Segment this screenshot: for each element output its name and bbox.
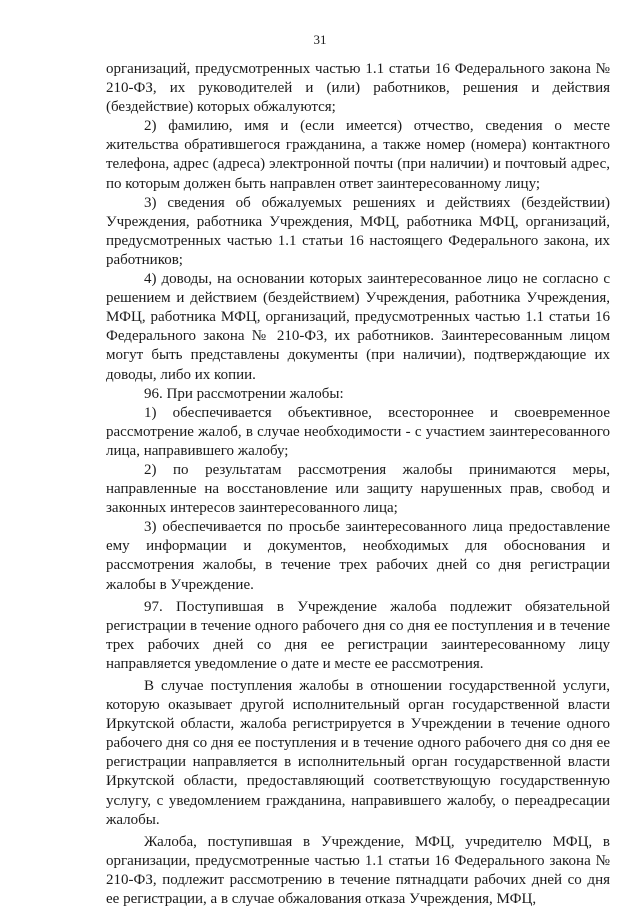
paragraph-item-2: 2) фамилию, имя и (если имеется) отчество, сведения о месте жительства обратившегося гражданина, а также номер (номера) контактного телефона, адрес (адреса) электронной почты (при наличии) и почтовый адрес, по которым должен быть направлен ответ заинтересованному лицу; (106, 118, 610, 192)
paragraph-review-term: Жалоба, поступившая в Учреждение, МФЦ, учредителю МФЦ, в организации, предусмотренные частью 1.1 статьи 16 Федерального закона № 210-ФЗ, подлежит рассмотрению в течение пятнадцати рабочих дней со дня ее регистрации, а в случае обжалования отказа Учреждения, МФЦ, (106, 833, 610, 908)
paragraph-96-item-3: 3) обеспечивается по просьбе заинтересованного лица предоставление ему информации и документов, необходимых для обоснования и рассмотрения жалобы, в течение трех рабочих дней со дня регистрации жалобы в Учреждение. (106, 519, 610, 593)
paragraph-section-97: 97. Поступившая в Учреждение жалоба подлежит обязательной регистрации в течение одного рабочего дня со дня ее поступления и в течение трех рабочих дней со дня ее регистрации заинтересованному лицу направляется уведомление о дате и месте ее рассмотрения. (106, 598, 610, 672)
document-body (106, 60, 610, 909)
paragraph-96-item-1: 1) обеспечивается объективное, всестороннее и своевременное рассмотрение жалоб, в случае необходимости - с участием заинтересованного лица, направившего жалобу; (106, 404, 610, 459)
paragraph-item-4: 4) доводы, на основании которых заинтересованное лицо не согласно с решением и действием (бездействием) Учреждения, работника Учреждения, МФЦ, работника МФЦ, организаций, предусмотренных частью 1.1 статьи 16 Федерального закона № 210-ФЗ, их работников. Заинтересованным лицом могут быть представлены документы (при наличии), подтверждающие их доводы, либо их копии. (106, 271, 610, 383)
paragraph-section-96: 96. При рассмотрении жалобы: (144, 385, 344, 402)
paragraph-redirect: В случае поступления жалобы в отношении государственной услуги, которую оказывает другой исполнительный орган государственной власти Иркутской области, жалоба регистрируется в Учреждении в течение одного рабочего дня со дня ее поступления и в течение одного рабочего дня со дня ее регистрации направляется в исполнительный орган государственной власти Иркутской области, предоставляющий соответствующую государственную услугу, с уведомлением гражданина, направившего жалобу, о переадресации жалобы. (106, 678, 610, 828)
page-number: 31 (313, 32, 327, 47)
paragraph-item-3: 3) сведения об обжалуемых решениях и действиях (бездействии) Учреждения, работника Учреждения, МФЦ, работника МФЦ, организаций, предусмотренных частью 1.1 статьи 16 настоящего Федерального закона, их работников; (106, 194, 610, 268)
paragraph-96-item-2: 2) по результатам рассмотрения жалобы принимаются меры, направленные на восстановление или защиту нарушенных прав, свобод и законных интересов заинтересованного лица; (106, 461, 610, 517)
paragraph-continuation: организаций, предусмотренных частью 1.1 статьи 16 Федерального закона № 210-ФЗ, их руководителей и (или) работников, решения и действия (бездействие) которых обжалуются; (106, 61, 610, 116)
